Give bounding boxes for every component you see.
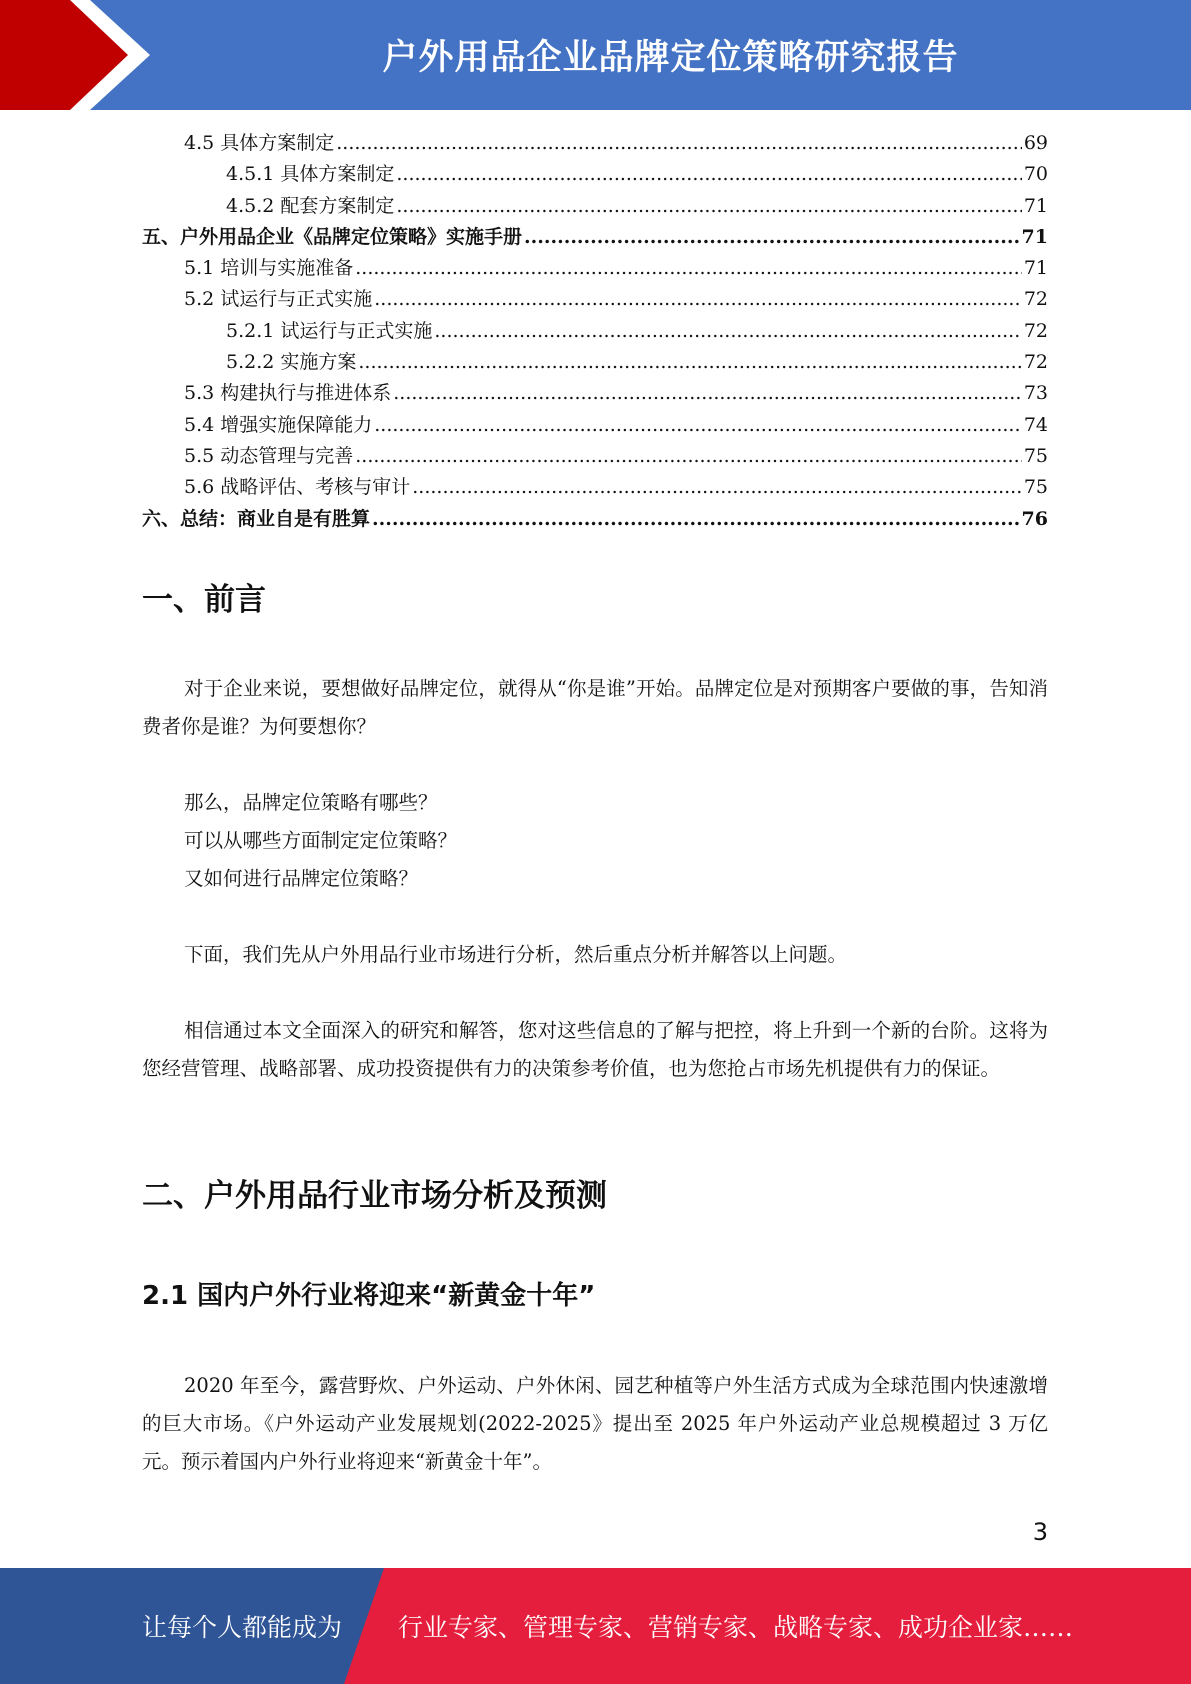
toc-entry[interactable] [142,378,1048,409]
toc-entry-title: 六、总结：商业自是有胜算 [142,507,371,530]
toc-entry[interactable] [142,191,1048,222]
toc-entry-title: 4.5.2 配套方案制定 [226,194,395,217]
toc-entry-title: 4.5 具体方案制定 [184,132,335,154]
toc-entry-title: 5.3 构建执行与推进体系 [184,382,392,405]
footer-slogan-left: 让每个人都能成为 [142,1613,343,1642]
subsection-heading-2-1: 2.1 国内户外行业将迎来“新黄金十年” [142,1281,596,1311]
toc-entry[interactable] [142,128,1048,159]
toc-leader-dots [393,378,1022,409]
toc-entry-title: 5.5 动态管理与完善 [184,444,354,467]
toc-entry-title: 5.2.2 实施方案 [226,351,357,374]
header-arrow-decoration [0,0,160,110]
page-number: 3 [1032,1518,1048,1546]
toc-entry-page: 75 [1023,444,1048,467]
toc-entry-title: 5.4 增强实施保障能力 [184,413,373,436]
toc-entry-page: 70 [1023,163,1048,186]
header-banner [0,0,1191,110]
toc-entry-page: 69 [1023,132,1048,154]
toc-leader-dots [336,128,1022,159]
toc-leader-dots [355,253,1022,284]
toc-entry-page: 72 [1023,288,1048,311]
toc-entry[interactable] [142,316,1048,347]
toc-entry-page: 72 [1023,319,1048,342]
toc-entry-page: 71 [1023,194,1048,217]
toc-entry[interactable] [142,284,1048,315]
toc-entry-title: 5.6 战略评估、考核与审计 [184,476,411,499]
toc-leader-dots [412,472,1022,503]
toc-entry-page: 72 [1023,351,1048,374]
toc-entry-page: 71 [1021,225,1048,248]
toc-entry-page: 74 [1023,413,1048,436]
toc-entry[interactable] [142,222,1048,253]
toc-entry[interactable] [142,441,1048,472]
toc-entry-title: 4.5.1 具体方案制定 [226,163,395,186]
table-of-contents [142,128,1048,535]
toc-leader-dots [374,410,1022,441]
toc-entry[interactable] [142,504,1048,535]
toc-leader-dots [434,316,1021,347]
market-paragraph-1: 2020 年至今，露营野炊、户外运动、户外休闲、园艺种植等户外生活方式成为全球范围内快速激增的巨大市场。《户外运动产业发展规划(2022-2025》提出至 2025 年户外运动产业总规模超过 3 万亿元。预示着国内户外行业将迎来“新黄金十年”。 [142,1374,1048,1473]
section-heading-preface: 一、前言 [142,582,266,618]
preface-question-2: 可以从哪些方面制定定位策略？ [184,829,458,852]
toc-entry-title: 5.2.1 试运行与正式实施 [226,319,433,342]
footer-slogan-right: 行业专家、管理专家、营销专家、战略专家、成功企业家…… [398,1613,1074,1642]
toc-leader-dots [355,441,1022,472]
header-title: 户外用品企业品牌定位策略研究报告 [382,38,959,78]
preface-question-3: 又如何进行品牌定位策略？ [184,867,419,890]
toc-leader-dots [524,222,1020,253]
toc-leader-dots [396,191,1021,222]
toc-leader-dots [358,347,1021,378]
toc-entry[interactable] [142,159,1048,190]
toc-leader-dots [372,504,1020,535]
toc-entry-page: 71 [1023,257,1048,280]
toc-entry[interactable] [142,253,1048,284]
toc-entry-title: 五、户外用品企业《品牌定位策略》实施手册 [142,225,523,248]
toc-entry-title: 5.1 培训与实施准备 [184,257,354,280]
toc-leader-dots [396,159,1021,190]
preface-paragraph-3: 相信通过本文全面深入的研究和解答，您对这些信息的了解与把控，将上升到一个新的台阶。这将为您经营管理、战略部署、成功投资提供有力的决策参考价值，也为您抢占市场先机提供有力的保证。 [142,1019,1048,1080]
section-heading-market-analysis: 二、户外用品行业市场分析及预测 [142,1178,607,1214]
toc-leader-dots [374,284,1022,315]
toc-entry-page: 73 [1023,382,1048,405]
toc-entry-page: 75 [1023,476,1048,499]
toc-entry[interactable] [142,472,1048,503]
toc-entry[interactable] [142,410,1048,441]
toc-entry-page: 76 [1021,507,1048,530]
footer-banner [0,1568,1191,1684]
preface-paragraph-1: 对于企业来说，要想做好品牌定位，就得从“你是谁”开始。品牌定位是对预期客户要做的事，告知消费者你是谁？为何要想你？ [142,677,1048,738]
toc-entry-title: 5.2 试运行与正式实施 [184,288,373,311]
preface-paragraph-2: 下面，我们先从户外用品行业市场进行分析，然后重点分析并解答以上问题。 [184,943,848,966]
toc-entry[interactable] [142,347,1048,378]
preface-question-1: 那么，品牌定位策略有哪些？ [184,791,438,814]
